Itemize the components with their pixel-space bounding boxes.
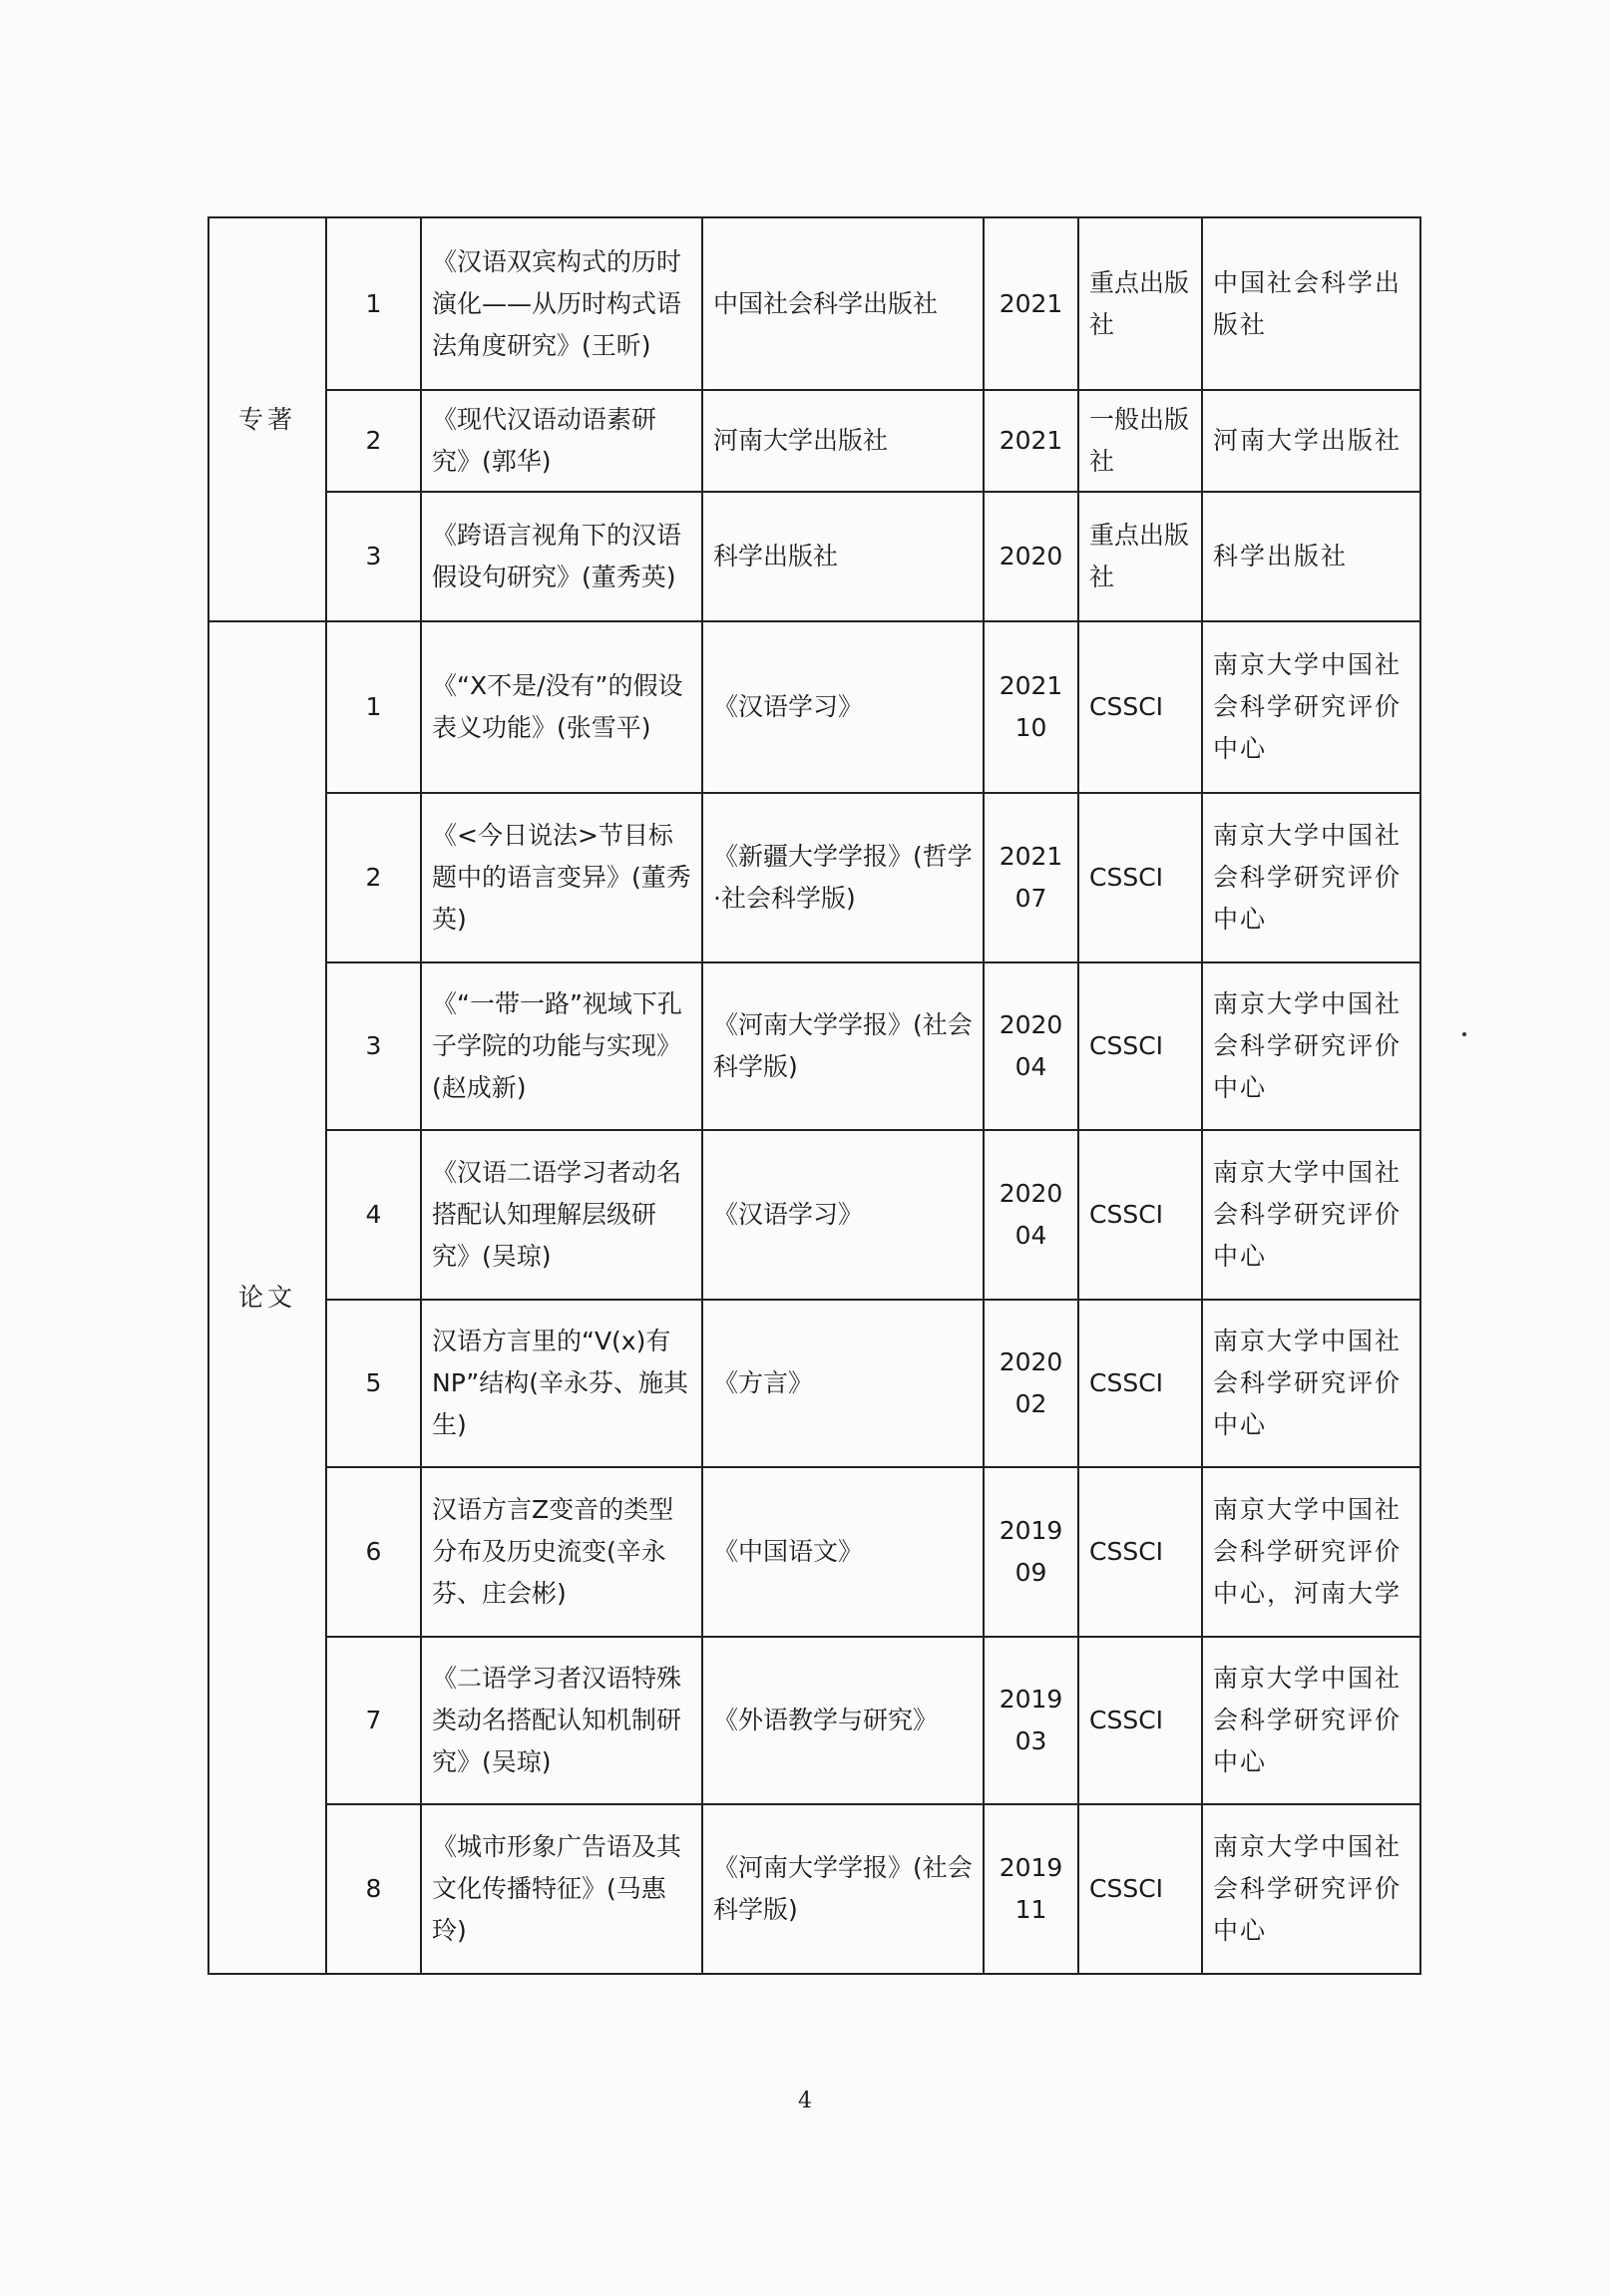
year-cell: 2020 04 xyxy=(984,1130,1078,1300)
ranking-cell: 南京大学中国社会科学研究评价中心 xyxy=(1202,621,1420,793)
title-cell: 《<今日说法>节目标题中的语言变异》(董秀英) xyxy=(421,793,702,962)
index-cell: 1 xyxy=(326,217,421,390)
index-cell: 6 xyxy=(326,1467,421,1637)
publisher-cell: 《外语教学与研究》 xyxy=(702,1637,984,1804)
level-cell: CSSCI xyxy=(1078,1467,1202,1637)
year-cell: 2021 07 xyxy=(984,793,1078,962)
year-cell: 2020 xyxy=(984,492,1078,621)
ranking-cell: 南京大学中国社会科学研究评价中心 xyxy=(1202,1130,1420,1300)
title-cell: 汉语方言Z变音的类型分布及历史流变(辛永芬、庄会彬) xyxy=(421,1467,702,1637)
page-number: 4 xyxy=(798,2089,812,2113)
title-cell: 《跨语言视角下的汉语假设句研究》(董秀英) xyxy=(421,492,702,621)
year-cell: 2019 09 xyxy=(984,1467,1078,1637)
ranking-cell: 中国社会科学出版社 xyxy=(1202,217,1420,390)
publisher-cell: 《中国语文》 xyxy=(702,1467,984,1637)
title-cell: 《“X不是/没有”的假设表义功能》(张雪平) xyxy=(421,621,702,793)
monograph-row xyxy=(208,390,1420,492)
level-cell: CSSCI xyxy=(1078,1804,1202,1974)
level-cell: CSSCI xyxy=(1078,1130,1202,1300)
ranking-cell: 南京大学中国社会科学研究评价中心 xyxy=(1202,1300,1420,1467)
title-cell: 汉语方言里的“V(x)有NP”结构(辛永芬、施其生) xyxy=(421,1300,702,1467)
publisher-cell: 河南大学出版社 xyxy=(702,390,984,492)
level-cell: CSSCI xyxy=(1078,621,1202,793)
year-cell: 2019 11 xyxy=(984,1804,1078,1974)
year-cell: 2021 xyxy=(984,217,1078,390)
publisher-cell: 《河南大学学报》(社会科学版) xyxy=(702,1804,984,1974)
year-cell: 2021 10 xyxy=(984,621,1078,793)
level-cell: 重点出版社 xyxy=(1078,217,1202,390)
title-cell: 《城市形象广告语及其文化传播特征》(马惠玲) xyxy=(421,1804,702,1974)
publisher-cell: 《新疆大学学报》(哲学·社会科学版) xyxy=(702,793,984,962)
ranking-cell: 南京大学中国社会科学研究评价中心 xyxy=(1202,1637,1420,1804)
paper-row xyxy=(208,1804,1420,1974)
scan-speck xyxy=(1462,1032,1466,1036)
paper-row xyxy=(208,621,1420,793)
ranking-cell: 河南大学出版社 xyxy=(1202,390,1420,492)
level-cell: CSSCI xyxy=(1078,1300,1202,1467)
ranking-cell: 科学出版社 xyxy=(1202,492,1420,621)
ranking-cell: 南京大学中国社会科学研究评价中心，河南大学 xyxy=(1202,1467,1420,1637)
paper-row xyxy=(208,1300,1420,1467)
publisher-cell: 《河南大学学报》(社会科学版) xyxy=(702,962,984,1130)
title-cell: 《“一带一路”视域下孔子学院的功能与实现》(赵成新) xyxy=(421,962,702,1130)
index-cell: 2 xyxy=(326,793,421,962)
publisher-cell: 《方言》 xyxy=(702,1300,984,1467)
publisher-cell: 中国社会科学出版社 xyxy=(702,217,984,390)
year-cell: 2021 xyxy=(984,390,1078,492)
category-cell: 专著 xyxy=(208,217,326,621)
monograph-row xyxy=(208,217,1420,390)
index-cell: 1 xyxy=(326,621,421,793)
level-cell: 一般出版社 xyxy=(1078,390,1202,492)
paper-row xyxy=(208,1637,1420,1804)
paper-row xyxy=(208,1467,1420,1637)
index-cell: 7 xyxy=(326,1637,421,1804)
ranking-cell: 南京大学中国社会科学研究评价中心 xyxy=(1202,962,1420,1130)
index-cell: 4 xyxy=(326,1130,421,1300)
paper-row xyxy=(208,793,1420,962)
title-cell: 《汉语二语学习者动名搭配认知理解层级研究》(吴琼) xyxy=(421,1130,702,1300)
level-cell: CSSCI xyxy=(1078,962,1202,1130)
index-cell: 3 xyxy=(326,962,421,1130)
index-cell: 3 xyxy=(326,492,421,621)
title-cell: 《现代汉语动语素研究》(郭华) xyxy=(421,390,702,492)
year-cell: 2020 02 xyxy=(984,1300,1078,1467)
ranking-cell: 南京大学中国社会科学研究评价中心 xyxy=(1202,1804,1420,1974)
paper-row xyxy=(208,962,1420,1130)
publisher-cell: 《汉语学习》 xyxy=(702,1130,984,1300)
year-cell: 2020 04 xyxy=(984,962,1078,1130)
publisher-cell: 《汉语学习》 xyxy=(702,621,984,793)
results-table xyxy=(207,216,1421,1975)
index-cell: 2 xyxy=(326,390,421,492)
title-cell: 《二语学习者汉语特殊类动名搭配认知机制研究》(吴琼) xyxy=(421,1637,702,1804)
monograph-row xyxy=(208,492,1420,621)
level-cell: CSSCI xyxy=(1078,1637,1202,1804)
index-cell: 5 xyxy=(326,1300,421,1467)
title-cell: 《汉语双宾构式的历时演化——从历时构式语法角度研究》(王昕) xyxy=(421,217,702,390)
level-cell: 重点出版社 xyxy=(1078,492,1202,621)
index-cell: 8 xyxy=(326,1804,421,1974)
category-cell: 论文 xyxy=(208,621,326,1974)
year-cell: 2019 03 xyxy=(984,1637,1078,1804)
level-cell: CSSCI xyxy=(1078,793,1202,962)
publisher-cell: 科学出版社 xyxy=(702,492,984,621)
ranking-cell: 南京大学中国社会科学研究评价中心 xyxy=(1202,793,1420,962)
paper-row xyxy=(208,1130,1420,1300)
